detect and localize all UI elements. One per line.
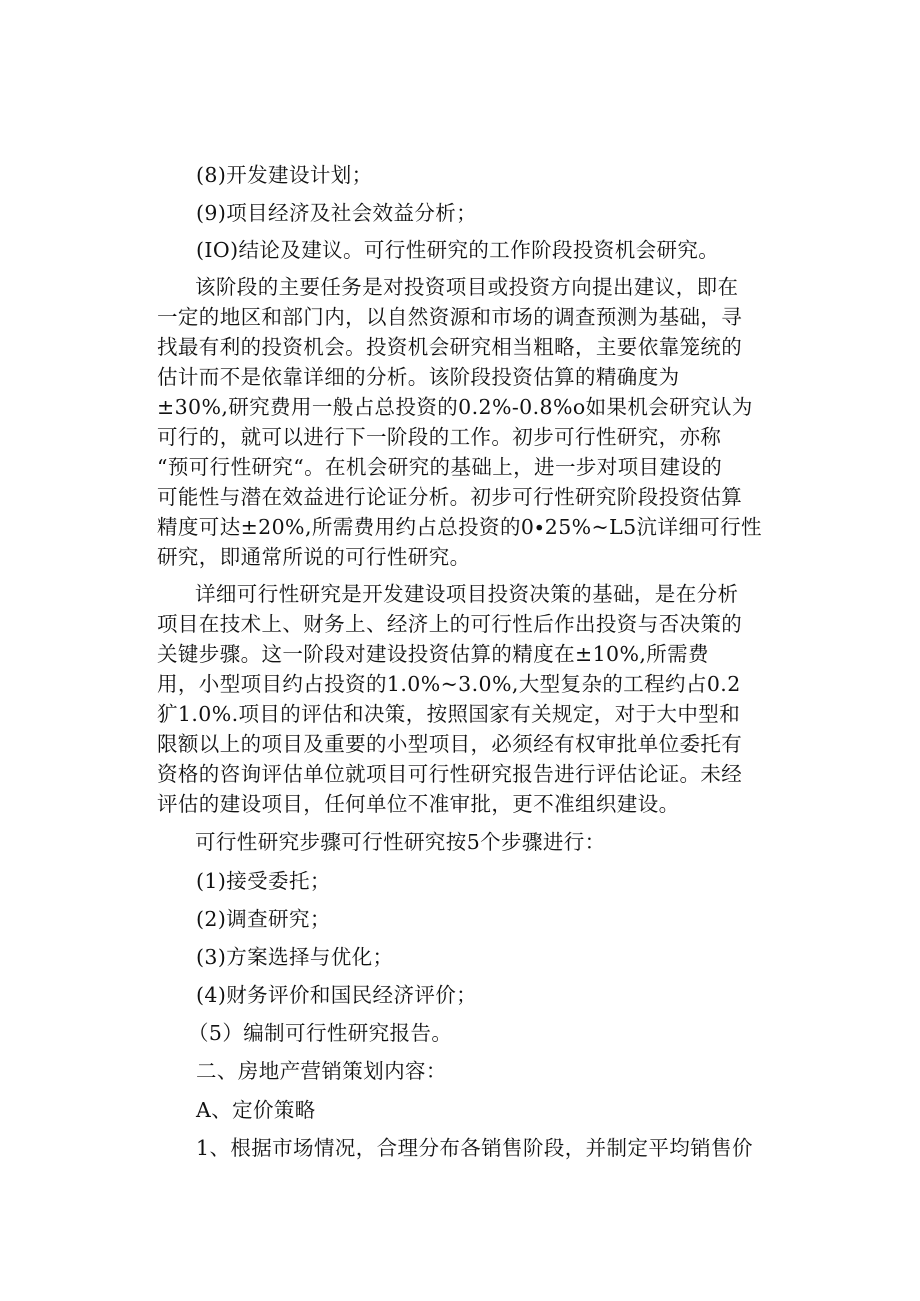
list-item-3: (3)方案选择与优化； bbox=[196, 945, 394, 969]
list-item-1: (1)接受委托； bbox=[196, 869, 331, 893]
paragraph-line: 项目在技术上、财务上、经济上的可行性后作出投资与否决策的 bbox=[157, 612, 743, 636]
paragraph-line: 可行的，就可以进行下一阶段的工作。初步可行性研究，亦称 bbox=[157, 425, 722, 449]
paragraph-line: 犷1.0%.项目的评估和决策，按照国家有关规定，对于大中型和 bbox=[157, 702, 741, 726]
paragraph-line: 用，小型项目约占投资的1.0%~3.0%,大型复杂的工程约占0.2 bbox=[157, 672, 741, 696]
paragraph-line: 可能性与潜在效益进行论证分析。初步可行性研究阶段投资估算 bbox=[157, 485, 743, 509]
paragraph-line: 关键步骤。这一阶段对建设投资估算的精度在±10%,所需费 bbox=[157, 642, 709, 666]
paragraph-line: 限额以上的项目及重要的小型项目，必须经有权审批单位委托有 bbox=[157, 732, 743, 756]
paragraph-line: 资格的咨询评估单位就项目可行性研究报告进行评估论证。未经 bbox=[157, 762, 743, 786]
list-item-5: （5）编制可行性研究报告。 bbox=[188, 1021, 453, 1045]
paragraph-line: 该阶段的主要任务是对投资项目或投资方向提出建议，即在 bbox=[195, 275, 739, 299]
paragraph-line: 研究，即通常所说的可行性研究。 bbox=[157, 545, 471, 569]
list-item-2: (2)调查研究； bbox=[196, 907, 331, 931]
paragraph-line: 1、根据市场情况，合理分布各销售阶段，并制定平均销售价 bbox=[196, 1136, 753, 1160]
paragraph-line: 估计而不是依靠详细的分析。该阶段投资估算的精确度为 bbox=[157, 365, 680, 389]
paragraph-line: “预可行性研究“。在机会研究的基础上，进一步对项目建设的 bbox=[157, 455, 723, 479]
paragraph-line: 评估的建设项目，任何单位不准审批，更不准组织建设。 bbox=[157, 792, 680, 816]
list-item-9: (9)项目经济及社会效益分析； bbox=[196, 201, 478, 225]
paragraph-line: ±30%,研究费用一般占总投资的0.2%-0.8%o如果机会研究认为 bbox=[157, 395, 753, 419]
paragraph-line: 可行性研究步骤可行性研究按5个步骤进行： bbox=[195, 830, 606, 854]
paragraph-line: 详细可行性研究是开发建设项目投资决策的基础，是在分析 bbox=[195, 582, 739, 606]
list-item-10: (IO)结论及建议。可行性研究的工作阶段投资机会研究。 bbox=[196, 238, 720, 262]
paragraph-line: 一定的地区和部门内，以自然资源和市场的调查预测为基础，寻 bbox=[157, 305, 743, 329]
paragraph-line: 精度可达±20%,所需费用约占总投资的0∙25%~L5沆详细可行性 bbox=[157, 515, 762, 539]
list-item-8: (8)开发建设计划； bbox=[196, 163, 373, 187]
paragraph-line: 找最有利的投资机会。投资机会研究相当粗略，主要依靠笼统的 bbox=[157, 335, 743, 359]
section-heading: 二、房地产营销策划内容： bbox=[196, 1059, 447, 1083]
list-item-4: (4)财务评价和国民经济评价； bbox=[196, 983, 478, 1007]
subsection-heading: A、定价策略 bbox=[196, 1098, 316, 1122]
